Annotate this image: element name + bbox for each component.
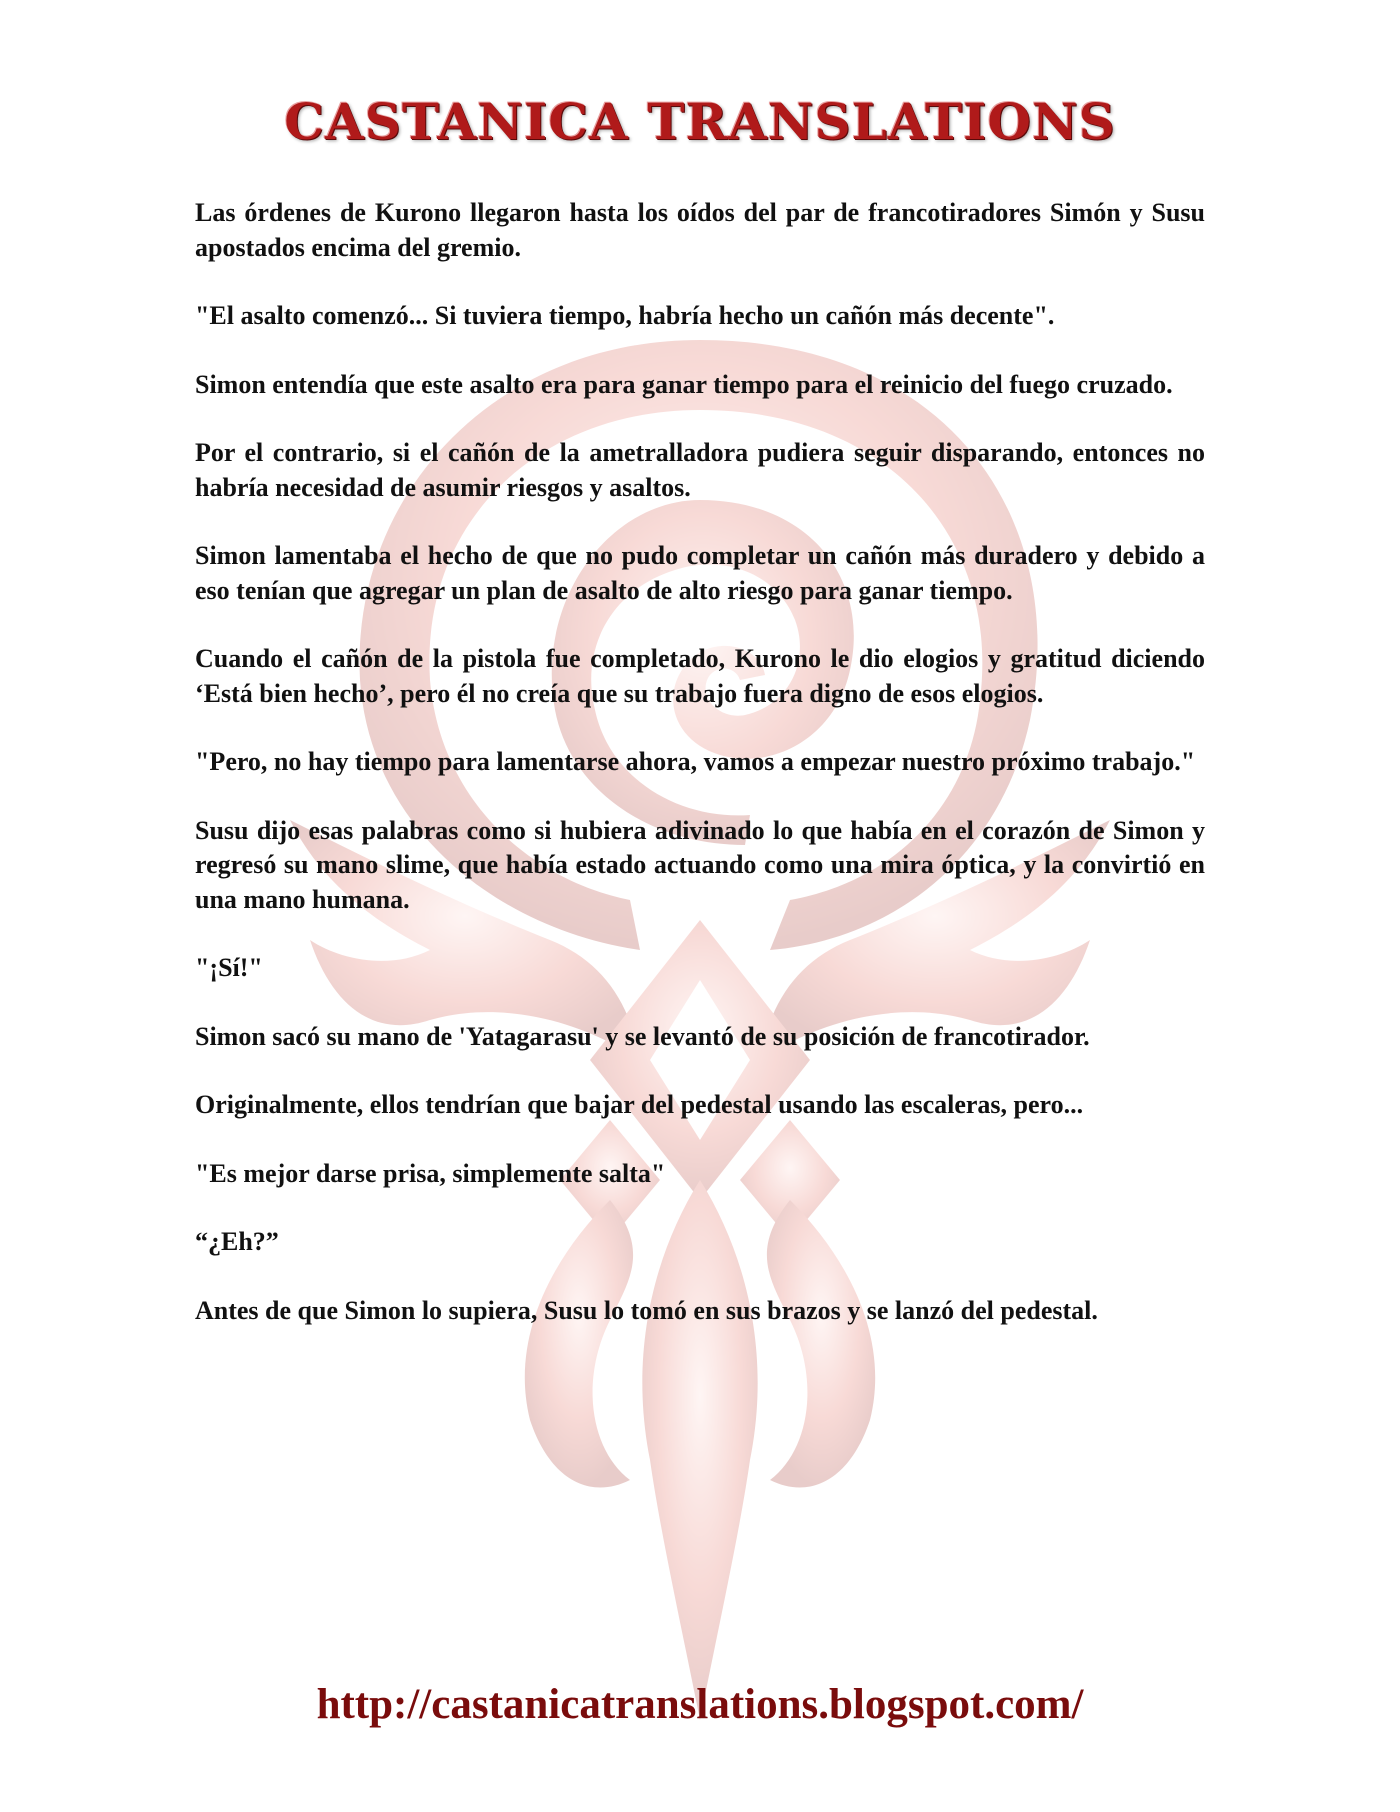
blog-link[interactable]: http://castanicatranslations.blogspot.com/ — [316, 1681, 1084, 1728]
paragraph: Simon entendía que este asalto era para ganar tiempo para el reinicio del fuego cruzado. — [195, 369, 1173, 399]
paragraph: "¡Sí!" — [195, 953, 263, 982]
paragraph: “¿Eh?” — [195, 1227, 279, 1256]
paragraph: "Es mejor darse prisa, simplemente salta" — [195, 1158, 666, 1188]
site-title: CASTANICA TRANSLATIONS — [284, 92, 1116, 151]
paragraph: Originalmente, ellos tendrían que bajar del pedestal usando las escaleras, pero... — [195, 1090, 1084, 1119]
paragraph: "Pero, no hay tiempo para lamentarse ahora, vamos a empezar nuestro próximo trabajo." — [195, 747, 1196, 776]
paragraph: Por el contrario, si el cañón de la ametralladora pudiera seguir disparando, entonces no habría necesidad de asumir riesgos y asaltos. — [195, 438, 1205, 502]
paragraph: Susu dijo esas palabras como si hubiera adivinado lo que había en el corazón de Simon y regresó su mano slime, que había estado actuando como una mira óptica, y la convirtió en una mano humana. — [195, 815, 1205, 914]
paragraph: Cuando el cañón de la pistola fue completado, Kurono le dio elogios y gratitud diciendo ‘Está bien hecho’, pero él no creía que su trabajo fuera digno de esos elogios. — [195, 644, 1205, 708]
story-text — [195, 196, 1205, 1362]
paragraph: Antes de que Simon lo supiera, Susu lo tomó en sus brazos y se lanzó del pedestal. — [195, 1295, 1098, 1325]
paragraph: Las órdenes de Kurono llegaron hasta los oídos del par de francotiradores Simón y Susu apostados encima del gremio. — [195, 198, 1205, 262]
paragraph: "El asalto comenzó... Si tuviera tiempo, habría hecho un cañón más decente". — [195, 301, 1055, 330]
paragraph: Simon sacó su mano de 'Yatagarasu' y se levantó de su posición de francotirador. — [195, 1021, 1090, 1051]
paragraph: Simon lamentaba el hecho de que no pudo completar un cañón más duradero y debido a eso tenían que agregar un plan de asalto de alto riesgo para ganar tiempo. — [195, 541, 1205, 605]
